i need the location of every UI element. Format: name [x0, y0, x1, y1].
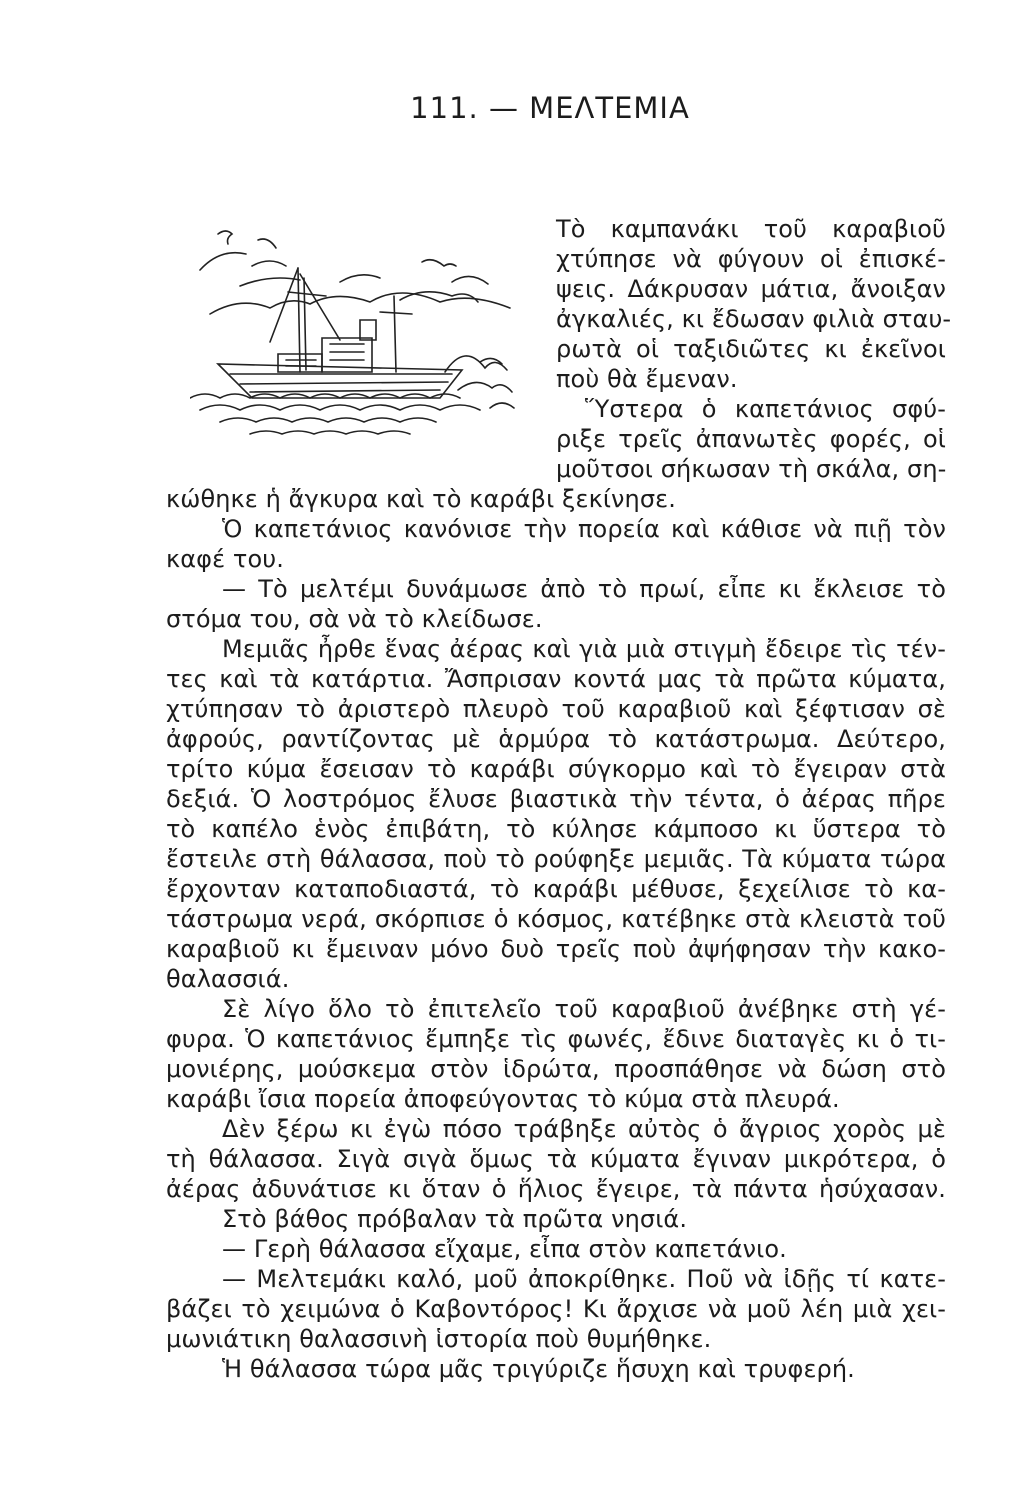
ship-at-sea-icon — [190, 222, 535, 447]
text-line: καφέ του. — [166, 545, 284, 573]
text-line: Ὁ καπετάνιος κανόνισε τὴν πορεία καὶ κάθισε νὰ πιῇ τὸν — [222, 515, 946, 543]
text-line: — Μελτεμάκι καλό, μοῦ ἀποκρίθηκε. Ποῦ νὰ ἰδῇς τί κατε- — [222, 1265, 946, 1293]
text-line: ριξε τρεῖς ἀπανωτὲς φορές, οἱ — [556, 425, 946, 453]
text-line: ἔρχονταν καταποδιαστά, τὸ καράβι μέθυσε, ξεχείλισε τὸ κα- — [166, 875, 946, 903]
text-line: τὸ καπέλο ἑνὸς ἐπιβάτη, τὸ κύλησε κάμποσο κι ὕστερα τὸ — [166, 815, 946, 843]
text-line: κώθηκε ἡ ἄγκυρα καὶ τὸ καράβι ξεκίνησε. — [166, 485, 676, 513]
text-line: τες καὶ τὰ κατάρτια. Ἄσπρισαν κοντά μας τὰ πρῶτα κύματα, — [166, 665, 946, 693]
text-line: μωνιάτικη θαλασσινὴ ἱστορία ποὺ θυμήθηκε. — [166, 1325, 712, 1353]
text-line: ρωτὰ οἱ ταξιδιῶτες κι ἐκεῖνοι — [556, 335, 946, 363]
text-line: ψεις. Δάκρυσαν μάτια, ἄνοιξαν — [556, 275, 946, 303]
text-line: δεξιά. Ὁ λοστρόμος ἔλυσε βιαστικὰ τὴν τέντα, ὁ ἀέρας πῆρε — [166, 785, 946, 813]
text-line: ἀγκαλιές, κι ἔδωσαν φιλιὰ σταυ- — [556, 305, 952, 333]
text-line: Μεμιᾶς ἦρθε ἕνας ἀέρας καὶ γιὰ μιὰ στιγμὴ ἔδειρε τὶς τέν- — [222, 635, 946, 663]
text-line: καραβιοῦ κι ἔμειναν μόνο δυὸ τρεῖς ποὺ ἀψήφησαν τὴν κακο- — [166, 935, 946, 963]
text-line: μοῦτσοι σήκωσαν τὴ σκάλα, ση- — [556, 455, 947, 483]
text-line: μονιέρης, μούσκεμα στὸν ἱδρώτα, προσπάθησε νὰ δώση στὸ — [166, 1055, 946, 1083]
text-line: Ὕστερα ὁ καπετάνιος σφύ- — [585, 395, 946, 423]
text-line: ἀέρας ἀδυνάτισε κι ὅταν ὁ ἥλιος ἔγειρε, τὰ πάντα ἡσύχασαν. — [166, 1175, 946, 1203]
text-line: Σὲ λίγο ὅλο τὸ ἐπιτελεῖο τοῦ καραβιοῦ ἀνέβηκε στὴ γέ- — [222, 995, 946, 1023]
text-line: χτύπησε νὰ φύγουν οἱ ἐπισκέ- — [556, 245, 946, 273]
text-line: χτύπησαν τὸ ἀριστερὸ πλευρὸ τοῦ καραβιοῦ καὶ ξέφτισαν σὲ — [166, 695, 946, 723]
chapter-title: 111. — ΜΕΛΤΕΜΙΑ — [410, 91, 690, 125]
text-line: στόμα του, σὰ νὰ τὸ κλείδωσε. — [166, 605, 543, 633]
text-line: — Τὸ μελτέμι δυνάμωσε ἀπὸ τὸ πρωί, εἶπε κι ἔκλεισε τὸ — [222, 575, 946, 603]
text-line: τὴ θάλασσα. Σιγὰ σιγὰ ὅμως τὰ κύματα ἔγιναν μικρότερα, ὁ — [166, 1145, 946, 1173]
text-line: τάστρωμα νερά, σκόρπισε ὁ κόσμος, κατέβηκε στὰ κλειστὰ τοῦ — [166, 905, 946, 933]
text-line: Στὸ βάθος πρόβαλαν τὰ πρῶτα νησιά. — [222, 1205, 688, 1233]
text-line: Τὸ καμπανάκι τοῦ καραβιοῦ — [556, 215, 946, 243]
text-line: Δὲν ξέρω κι ἐγὼ πόσο τράβηξε αὐτὸς ὁ ἄγριος χορὸς μὲ — [222, 1115, 946, 1143]
text-line: — Γερὴ θάλασσα εἴχαμε, εἶπα στὸν καπετάνιο. — [222, 1235, 787, 1263]
text-line: ποὺ θὰ ἔμεναν. — [556, 365, 738, 393]
text-line: φυρα. Ὁ καπετάνιος ἔμπηξε τὶς φωνές, ἔδινε διαταγὲς κι ὁ τι- — [166, 1025, 946, 1053]
text-line: θαλασσιά. — [166, 965, 290, 993]
text-line: τρίτο κύμα ἔσεισαν τὸ καράβι σύγκορμο καὶ τὸ ἔγειραν στὰ — [166, 755, 946, 783]
text-line: ἀφρούς, ραντίζοντας μὲ ἁρμύρα τὸ κατάστρωμα. Δεύτερο, — [166, 725, 946, 753]
text-line: Ἡ θάλασσα τώρα μᾶς τριγύριζε ἥσυχη καὶ τρυφερή. — [222, 1355, 855, 1383]
text-line: βάζει τὸ χειμώνα ὁ Καβοντόρος! Κι ἄρχισε νὰ μοῦ λέη μιὰ χει- — [166, 1295, 946, 1323]
text-line: ἔστειλε στὴ θάλασσα, ποὺ τὸ ρούφηξε μεμιᾶς. Τὰ κύματα τώρα — [166, 845, 946, 873]
text-line: καράβι ἴσια πορεία ἀποφεύγοντας τὸ κύμα στὰ πλευρά. — [166, 1085, 840, 1113]
